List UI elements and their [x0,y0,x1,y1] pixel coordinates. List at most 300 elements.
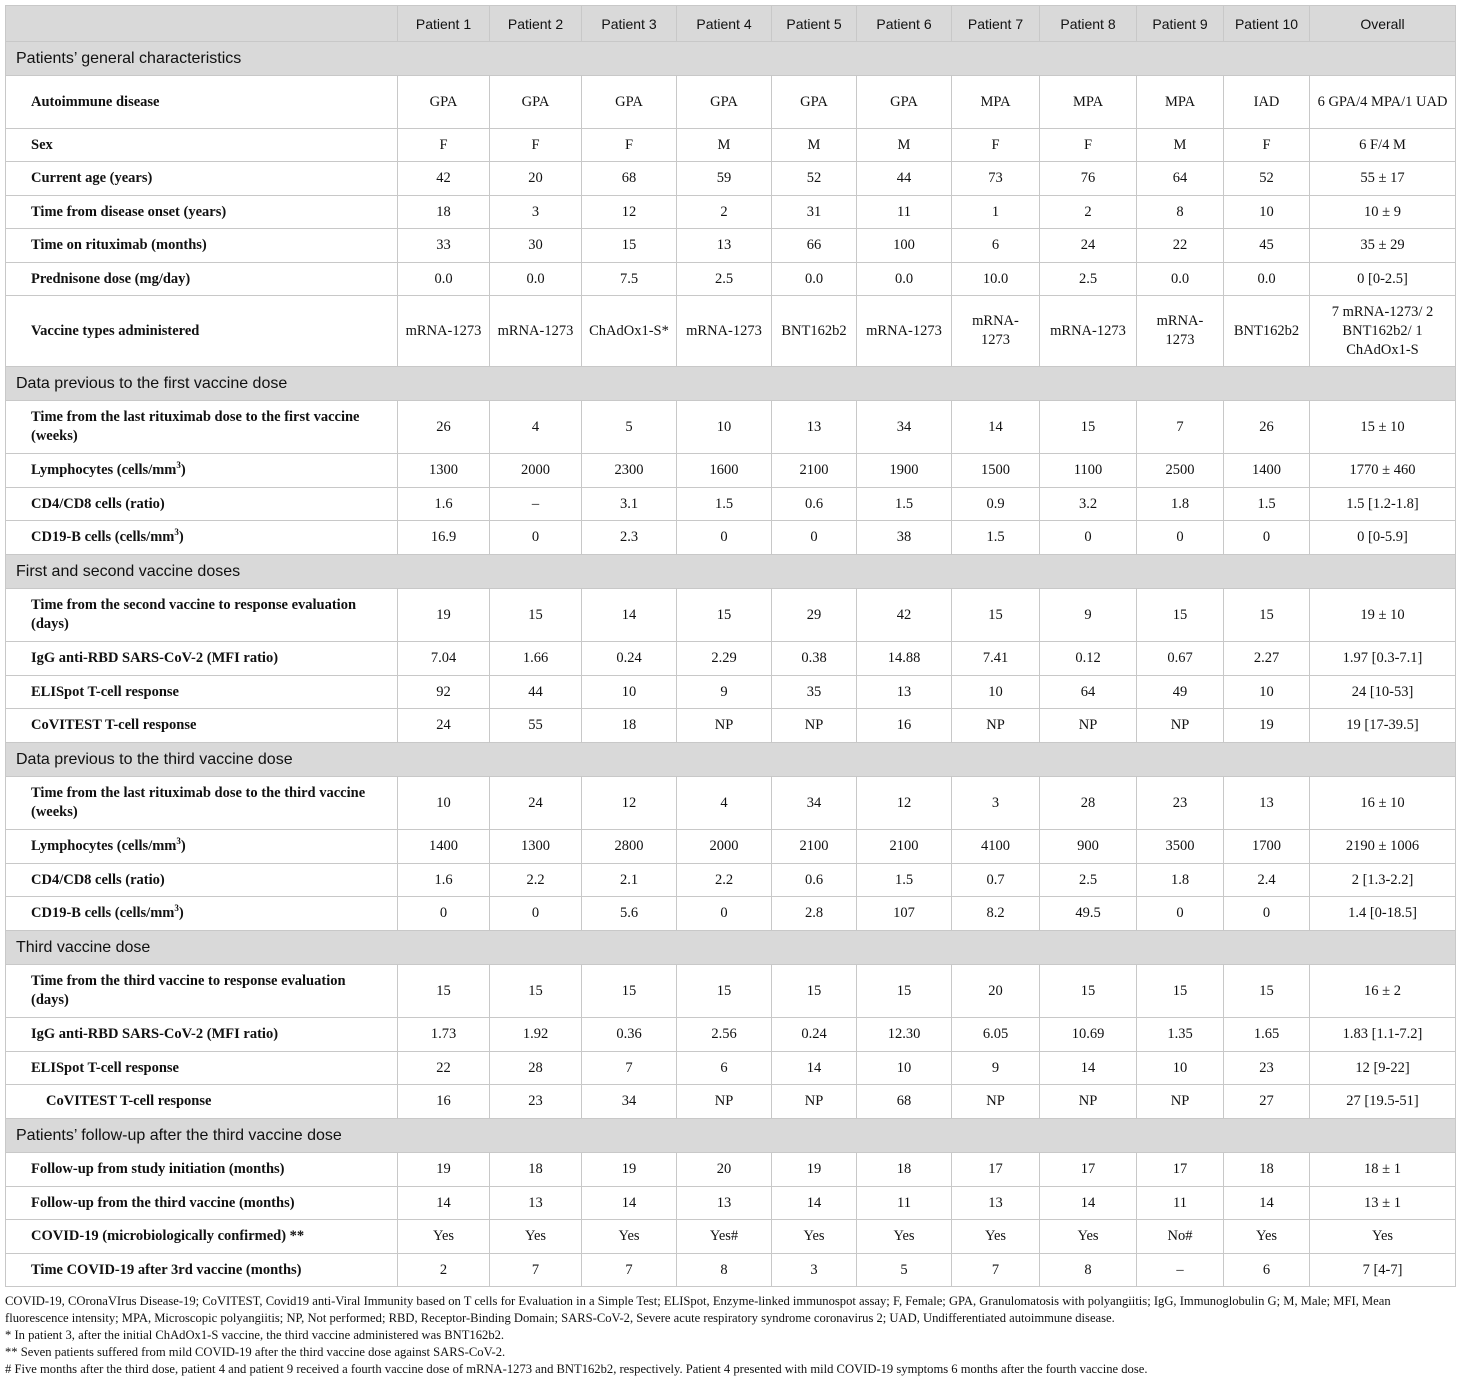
patient-cell: 900 [1040,830,1137,864]
patient-cell: 2500 [1137,454,1224,488]
patient-cell: 38 [857,521,952,555]
patient-cell: mRNA-1273 [952,296,1040,367]
patient-cell: 17 [1040,1153,1137,1187]
patient-cell: Yes [857,1220,952,1254]
patient-cell: 64 [1137,162,1224,196]
patient-cell: 1100 [1040,454,1137,488]
patient-cell: 1.66 [490,642,582,676]
overall-cell: 16 ± 10 [1310,777,1456,830]
patient-cell: 2.29 [677,642,772,676]
patient-cell: NP [1137,1085,1224,1119]
patient-cell: 0.38 [772,642,857,676]
patient-cell: 2100 [857,830,952,864]
table-row [6,642,1456,676]
patient-cell: 19 [398,589,490,642]
patient-cell: 1.5 [857,488,952,521]
patient-cell: 28 [1040,777,1137,830]
patient-cell: 14 [772,1052,857,1085]
patient-cell: 12 [582,196,677,229]
patient-cell: 14 [1224,1187,1310,1220]
table-row [6,830,1456,864]
patient-cell: 10.69 [1040,1018,1137,1052]
overall-cell: 10 ± 9 [1310,196,1456,229]
patient-cell: 15 [1137,965,1224,1018]
patient-cell: 2.2 [490,864,582,897]
patient-cell: Yes [490,1220,582,1254]
patient-cell: NP [1040,1085,1137,1119]
column-header: Patient 10 [1224,6,1310,42]
patient-cell: 107 [857,897,952,931]
patient-cell: 0 [490,897,582,931]
patient-cell: 34 [582,1085,677,1119]
patient-cell: mRNA-1273 [1040,296,1137,367]
patient-cell: 1.5 [1224,488,1310,521]
patient-cell: 2.5 [1040,864,1137,897]
patient-cell: 44 [857,162,952,196]
row-label: Lymphocytes $(cells/mm^3)$ [6,830,398,864]
patient-cell: 20 [490,162,582,196]
patient-cell: 0 [677,521,772,555]
column-header: Patient 5 [772,6,857,42]
patient-cell: 49.5 [1040,897,1137,931]
patient-cell: 12 [582,777,677,830]
patient-cell: 12.30 [857,1018,952,1052]
patient-cell: 18 [857,1153,952,1187]
column-header: Patient 3 [582,6,677,42]
patient-cell: 1.8 [1137,864,1224,897]
patient-cell: 10 [1137,1052,1224,1085]
patient-cell: 1300 [490,830,582,864]
patient-cell: 76 [1040,162,1137,196]
patient-cell: Yes [398,1220,490,1254]
table-figure [5,5,1455,1378]
patient-cell: 35 [772,676,857,709]
patient-cell: 4100 [952,830,1040,864]
overall-cell: 1770 ± 460 [1310,454,1456,488]
patient-cell: 26 [398,401,490,454]
patient-cell: 26 [1224,401,1310,454]
patient-cell: 0 [1224,521,1310,555]
patient-cell: 5.6 [582,897,677,931]
patient-cell: 1.8 [1137,488,1224,521]
patient-cell: 9 [1040,589,1137,642]
patient-cell: NP [952,709,1040,743]
patient-cell: 1600 [677,454,772,488]
patient-cell: F [952,129,1040,162]
overall-cell: 7 mRNA-1273/ 2 BNT162b2/ 1 ChAdOx1-S [1310,296,1456,367]
patient-cell: 1 [952,196,1040,229]
patient-cell: M [1137,129,1224,162]
patient-cell: 19 [582,1153,677,1187]
table-row [6,709,1456,743]
patient-cell: 0 [1137,521,1224,555]
patient-cell: 0.0 [772,263,857,296]
patient-cell: 15 [677,965,772,1018]
table-row [6,965,1456,1018]
patient-cell: 15 [490,589,582,642]
patient-cell: 8 [1040,1254,1137,1287]
overall-cell: 55 ± 17 [1310,162,1456,196]
footnote-abbreviations: COVID-19, COronaVIrus Disease-19; CoVITEST, Covid19 anti-Viral Immunity based on T cells for Evaluation in a Simple Test; ELISpot, Enzyme-linked immunospot assay; F, Female; GPA, Granulomatosis with polyangiitis; IgG, Immunoglobulin G; M, Male; MFI, Mean fluorescence intensity; MPA, Microscopic polyangiitis; NP, Not performed; RBD, Receptor-Binding Domain; SARS-CoV-2, Severe acute respiratory syndrome coronavirus 2; UAD, Undifferentiated autoimmune disease. [5,1294,1391,1325]
patient-cell: 0.0 [1137,263,1224,296]
patient-cell: 14 [772,1187,857,1220]
patient-cell: 13 [677,229,772,263]
patient-cell: 15 [952,589,1040,642]
patient-cell: 14 [1040,1187,1137,1220]
patient-cell: mRNA-1273 [1137,296,1224,367]
section-title: Data previous to the first vaccine dose [6,367,1456,401]
overall-cell: 2190 ± 1006 [1310,830,1456,864]
patient-cell: NP [677,709,772,743]
patient-cell: 10 [1224,196,1310,229]
row-label: Time on rituximab (months) [6,229,398,263]
patient-cell: 2.3 [582,521,677,555]
row-label: Lymphocytes $(cells/mm^3)$ [6,454,398,488]
patient-cell: 10 [398,777,490,830]
row-label: CD19-B cells $(cells/mm^3)$ [6,897,398,931]
patient-cell: 15 [1137,589,1224,642]
patient-cell: 18 [582,709,677,743]
header-row [6,6,1456,42]
patient-cell: 1.6 [398,864,490,897]
patient-cell: 2.27 [1224,642,1310,676]
overall-cell: 0 [0-2.5] [1310,263,1456,296]
row-label: Time COVID-19 after 3rd vaccine (months) [6,1254,398,1287]
patient-cell: 14 [952,401,1040,454]
patient-cell: 2 [677,196,772,229]
patient-cell: mRNA-1273 [398,296,490,367]
patient-cell: 15 [772,965,857,1018]
patient-cell: NP [1040,709,1137,743]
section-header-row [6,743,1456,777]
patient-cell: 7 [1137,401,1224,454]
patient-cell: NP [677,1085,772,1119]
patient-cell: 18 [1224,1153,1310,1187]
patient-cell: 15 [398,965,490,1018]
table-row [6,1187,1456,1220]
patient-cell: NP [772,709,857,743]
patient-cell: 10 [857,1052,952,1085]
overall-cell: 12 [9-22] [1310,1052,1456,1085]
patient-cell: 18 [490,1153,582,1187]
table-row [6,76,1456,129]
table-row [6,454,1456,488]
patient-cell: 0.6 [772,864,857,897]
patient-cell: ChAdOx1-S* [582,296,677,367]
patient-cell: – [1137,1254,1224,1287]
patient-cell: 10.0 [952,263,1040,296]
patient-cell: Yes# [677,1220,772,1254]
patient-cell: 16.9 [398,521,490,555]
patient-cell: 6 [677,1052,772,1085]
footnote-double-asterisk: ** Seven patients suffered from mild COVID-19 after the third vaccine dose against SARS-CoV-2. [5,1345,506,1359]
row-label: CD4/CD8 cells (ratio) [6,488,398,521]
patient-cell: 68 [857,1085,952,1119]
patient-cell: 11 [857,1187,952,1220]
overall-cell: 1.83 [1.1-7.2] [1310,1018,1456,1052]
patient-cell: 24 [1040,229,1137,263]
patient-cell: mRNA-1273 [857,296,952,367]
patient-cell: 0.36 [582,1018,677,1052]
patient-cell: 17 [952,1153,1040,1187]
patient-cell: 23 [1137,777,1224,830]
overall-cell: 1.4 [0-18.5] [1310,897,1456,931]
patient-cell: 0.24 [582,642,677,676]
patient-cell: Yes [772,1220,857,1254]
patient-cell: 1400 [398,830,490,864]
patient-cell: 0.67 [1137,642,1224,676]
patient-cell: 13 [772,401,857,454]
patient-cell: 7.5 [582,263,677,296]
patient-cell: 0 [1040,521,1137,555]
patient-cell: 1900 [857,454,952,488]
patient-cell: 28 [490,1052,582,1085]
patient-cell: 42 [857,589,952,642]
row-label: Autoimmune disease [6,76,398,129]
patient-cell: 0.0 [857,263,952,296]
patient-cell: 17 [1137,1153,1224,1187]
patient-cell: 3500 [1137,830,1224,864]
row-label: COVID-19 (microbiologically confirmed) ** [6,1220,398,1254]
table-row [6,521,1456,555]
patient-cell: 6.05 [952,1018,1040,1052]
table-row [6,263,1456,296]
section-title: Data previous to the third vaccine dose [6,743,1456,777]
column-header: Overall [1310,6,1456,42]
patient-cell: 6 [952,229,1040,263]
patient-cell: GPA [677,76,772,129]
patient-cell: M [677,129,772,162]
patient-cell: 2000 [490,454,582,488]
section-header-row [6,555,1456,589]
overall-cell: 6 GPA/4 MPA/1 UAD [1310,76,1456,129]
patient-cell: 16 [398,1085,490,1119]
overall-cell: 19 ± 10 [1310,589,1456,642]
patient-cell: 7 [490,1254,582,1287]
patient-cell: 92 [398,676,490,709]
patient-cell: 1.6 [398,488,490,521]
patient-cell: 0 [398,897,490,931]
overall-cell: 24 [10-53] [1310,676,1456,709]
patient-cell: 0.0 [398,263,490,296]
table-row [6,1085,1456,1119]
patient-cell: 2 [1040,196,1137,229]
section-header-row [6,42,1456,76]
footnote-asterisk: * In patient 3, after the initial ChAdOx1-S vaccine, the third vaccine administered was BNT162b2. [5,1328,505,1342]
patient-cell: 5 [857,1254,952,1287]
section-title: Third vaccine dose [6,931,1456,965]
column-header: Patient 1 [398,6,490,42]
patient-cell: 2.4 [1224,864,1310,897]
patient-cell: 12 [857,777,952,830]
patient-cell: Yes [1224,1220,1310,1254]
overall-cell: 18 ± 1 [1310,1153,1456,1187]
row-label: Time from the second vaccine to response evaluation (days) [6,589,398,642]
patient-cell: mRNA-1273 [490,296,582,367]
patient-cell: F [1040,129,1137,162]
patient-cell: 0 [1137,897,1224,931]
patient-cell: 2.2 [677,864,772,897]
patient-cell: 1700 [1224,830,1310,864]
patient-cell: 55 [490,709,582,743]
patient-cell: GPA [772,76,857,129]
patient-cell: 1.65 [1224,1018,1310,1052]
patient-cell: 1500 [952,454,1040,488]
patient-cell: 0 [677,897,772,931]
patient-cell: 15 [1040,965,1137,1018]
patient-cell: 42 [398,162,490,196]
patient-cell: 9 [677,676,772,709]
patient-cell: NP [1137,709,1224,743]
patient-cell: 30 [490,229,582,263]
patient-cell: 14 [582,1187,677,1220]
row-label: CoVITEST T-cell response [6,1085,398,1119]
patient-cell: 7.41 [952,642,1040,676]
column-header: Patient 9 [1137,6,1224,42]
patient-cell: 8 [1137,196,1224,229]
patient-cell: No# [1137,1220,1224,1254]
patient-cell: 1.92 [490,1018,582,1052]
patient-cell: GPA [857,76,952,129]
patient-cell: 7 [582,1254,677,1287]
patient-cell: 59 [677,162,772,196]
row-label: ELISpot T-cell response [6,1052,398,1085]
patient-cell: 1300 [398,454,490,488]
overall-cell: Yes [1310,1220,1456,1254]
patient-cell: 49 [1137,676,1224,709]
table-row [6,162,1456,196]
overall-cell: 1.5 [1.2-1.8] [1310,488,1456,521]
patient-cell: 2.1 [582,864,677,897]
patient-cell: 3 [490,196,582,229]
patient-cell: MPA [952,76,1040,129]
table-body [6,42,1456,1287]
patient-cell: 19 [772,1153,857,1187]
patient-cell: 19 [1224,709,1310,743]
patient-cell: 15 [1224,589,1310,642]
patient-cell: BNT162b2 [1224,296,1310,367]
patient-cell: 68 [582,162,677,196]
patient-cell: 15 [1040,401,1137,454]
patient-cell: 2.5 [677,263,772,296]
patient-cell: 3.2 [1040,488,1137,521]
table-row [6,589,1456,642]
patient-cell: 31 [772,196,857,229]
patient-cell: 0.0 [1224,263,1310,296]
patient-cell: 0 [772,521,857,555]
row-label: Follow-up from study initiation (months) [6,1153,398,1187]
patient-cell: NP [952,1085,1040,1119]
patient-cell: F [490,129,582,162]
patient-cell: GPA [398,76,490,129]
table-row [6,401,1456,454]
patient-cell: 3 [952,777,1040,830]
patient-cell: 2.5 [1040,263,1137,296]
patient-cell: F [398,129,490,162]
overall-cell: 13 ± 1 [1310,1187,1456,1220]
patient-cell: NP [772,1085,857,1119]
patient-cell: 100 [857,229,952,263]
overall-cell: 7 [4-7] [1310,1254,1456,1287]
row-label: Time from the last rituximab dose to the first vaccine (weeks) [6,401,398,454]
patient-cell: 10 [582,676,677,709]
overall-cell: 27 [19.5-51] [1310,1085,1456,1119]
row-label: CD19-B cells $(cells/mm^3)$ [6,521,398,555]
patient-cell: MPA [1040,76,1137,129]
table-row [6,1153,1456,1187]
patient-cell: 7 [582,1052,677,1085]
patient-cell: 7 [952,1254,1040,1287]
patient-cell: M [857,129,952,162]
patient-cell: 14.88 [857,642,952,676]
patient-cell: 27 [1224,1085,1310,1119]
patient-cell: 22 [398,1052,490,1085]
patient-cell: 11 [857,196,952,229]
patient-cell: mRNA-1273 [677,296,772,367]
patient-cell: 2.56 [677,1018,772,1052]
patient-cell: 10 [677,401,772,454]
patient-cell: 24 [490,777,582,830]
patient-cell: 24 [398,709,490,743]
patient-cell: 3 [772,1254,857,1287]
patient-cell: 15 [677,589,772,642]
row-label: IgG anti-RBD SARS-CoV-2 (MFI ratio) [6,1018,398,1052]
table-row [6,196,1456,229]
table-row [6,488,1456,521]
row-label: Current age (years) [6,162,398,196]
patient-cell: 5 [582,401,677,454]
row-label: Sex [6,129,398,162]
section-header-row [6,367,1456,401]
patient-cell: 2100 [772,454,857,488]
patient-cell: 13 [1224,777,1310,830]
header-empty-cell [6,6,398,42]
patient-cell: 8.2 [952,897,1040,931]
patient-cell: 2 [398,1254,490,1287]
patient-cell: 20 [952,965,1040,1018]
patient-cell: 1400 [1224,454,1310,488]
patient-cell: GPA [582,76,677,129]
table-row [6,1220,1456,1254]
patient-cell: 13 [490,1187,582,1220]
overall-cell: 19 [17-39.5] [1310,709,1456,743]
patient-cell: 0.24 [772,1018,857,1052]
patient-cell: 45 [1224,229,1310,263]
overall-cell: 0 [0-5.9] [1310,521,1456,555]
patient-cell: 6 [1224,1254,1310,1287]
patient-cell: 33 [398,229,490,263]
patient-cell: 15 [857,965,952,1018]
patient-cell: 52 [1224,162,1310,196]
patient-cell: 73 [952,162,1040,196]
table-row [6,864,1456,897]
table-footnotes [5,1293,1455,1378]
patient-cell: 9 [952,1052,1040,1085]
row-label: IgG anti-RBD SARS-CoV-2 (MFI ratio) [6,642,398,676]
patient-cell: 66 [772,229,857,263]
column-header: Patient 7 [952,6,1040,42]
patient-cell: 18 [398,196,490,229]
overall-cell: 35 ± 29 [1310,229,1456,263]
patient-cell: 0.6 [772,488,857,521]
table-row [6,676,1456,709]
table-row [6,777,1456,830]
table-row [6,229,1456,263]
column-header: Patient 2 [490,6,582,42]
overall-cell: 15 ± 10 [1310,401,1456,454]
patient-cell: 15 [582,229,677,263]
patient-cell: 7.04 [398,642,490,676]
